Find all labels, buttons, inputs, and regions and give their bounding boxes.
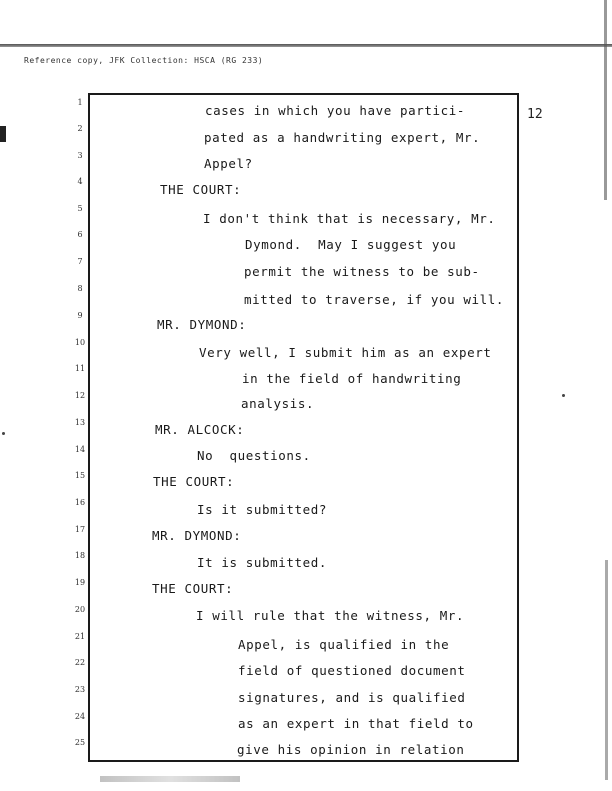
scan-artifact-left: [0, 126, 6, 142]
line-number: 22: [74, 658, 86, 667]
line-number: 4: [77, 177, 83, 186]
scan-speck: [2, 432, 5, 435]
testimony-line: It is submitted.: [197, 555, 328, 570]
testimony-line: cases in which you have partici-: [205, 103, 466, 118]
line-number: 1: [77, 98, 83, 107]
testimony-line: I will rule that the witness, Mr.: [196, 608, 465, 623]
speaker-label: THE COURT:: [160, 182, 242, 197]
line-number: 20: [74, 605, 86, 614]
transcript-frame: [88, 93, 519, 762]
scan-artifact-right-bottom: [605, 560, 608, 780]
line-number: 2: [77, 124, 83, 133]
reference-header: Reference copy, JFK Collection: HSCA (RG 233): [24, 56, 264, 65]
line-number: 15: [74, 471, 86, 480]
testimony-line: Appel?: [204, 156, 253, 171]
line-number: 5: [77, 204, 83, 213]
line-number: 13: [74, 418, 86, 427]
testimony-line: pated as a handwriting expert, Mr.: [204, 130, 481, 145]
testimony-line: No questions.: [197, 448, 311, 463]
speaker-label: MR. DYMOND:: [157, 317, 247, 332]
line-number: 24: [74, 712, 86, 721]
speaker-label: MR. DYMOND:: [152, 528, 242, 543]
line-number: 11: [74, 364, 86, 373]
testimony-line: permit the witness to be sub-: [244, 264, 480, 279]
testimony-line: I don't think that is necessary, Mr.: [203, 211, 496, 226]
testimony-line: mitted to traverse, if you will.: [244, 292, 505, 307]
testimony-line: signatures, and is qualified: [238, 690, 466, 705]
testimony-line: give his opinion in relation: [237, 742, 465, 757]
speaker-label: THE COURT:: [152, 581, 234, 596]
testimony-line: as an expert in that field to: [238, 716, 474, 731]
line-number: 6: [77, 230, 83, 239]
line-number: 19: [74, 578, 86, 587]
line-number: 14: [74, 445, 86, 454]
testimony-line: Is it submitted?: [197, 502, 328, 517]
line-number: 7: [77, 257, 83, 266]
page-number: 12: [527, 107, 543, 122]
line-number: 21: [74, 632, 86, 641]
footer-smudge: [100, 776, 240, 782]
speaker-label: THE COURT:: [153, 474, 235, 489]
line-number: 9: [77, 311, 83, 320]
testimony-line: in the field of handwriting: [242, 371, 462, 386]
scan-edge: [0, 44, 612, 47]
line-number: 16: [74, 498, 86, 507]
testimony-line: Dymond. May I suggest you: [245, 237, 457, 252]
testimony-line: analysis.: [241, 396, 315, 411]
line-number: 10: [74, 338, 86, 347]
line-number: 17: [74, 525, 86, 534]
line-number: 8: [77, 284, 83, 293]
line-number: 25: [74, 738, 86, 747]
line-number: 18: [74, 551, 86, 560]
speaker-label: MR. ALCOCK:: [155, 422, 245, 437]
scan-speck: [562, 394, 565, 397]
testimony-line: field of questioned document: [238, 663, 466, 678]
testimony-line: Appel, is qualified in the: [238, 637, 450, 652]
testimony-line: Very well, I submit him as an expert: [199, 345, 492, 360]
line-number: 3: [77, 151, 83, 160]
line-number: 12: [74, 391, 86, 400]
scan-artifact-right-top: [604, 0, 607, 200]
line-number: 23: [74, 685, 86, 694]
